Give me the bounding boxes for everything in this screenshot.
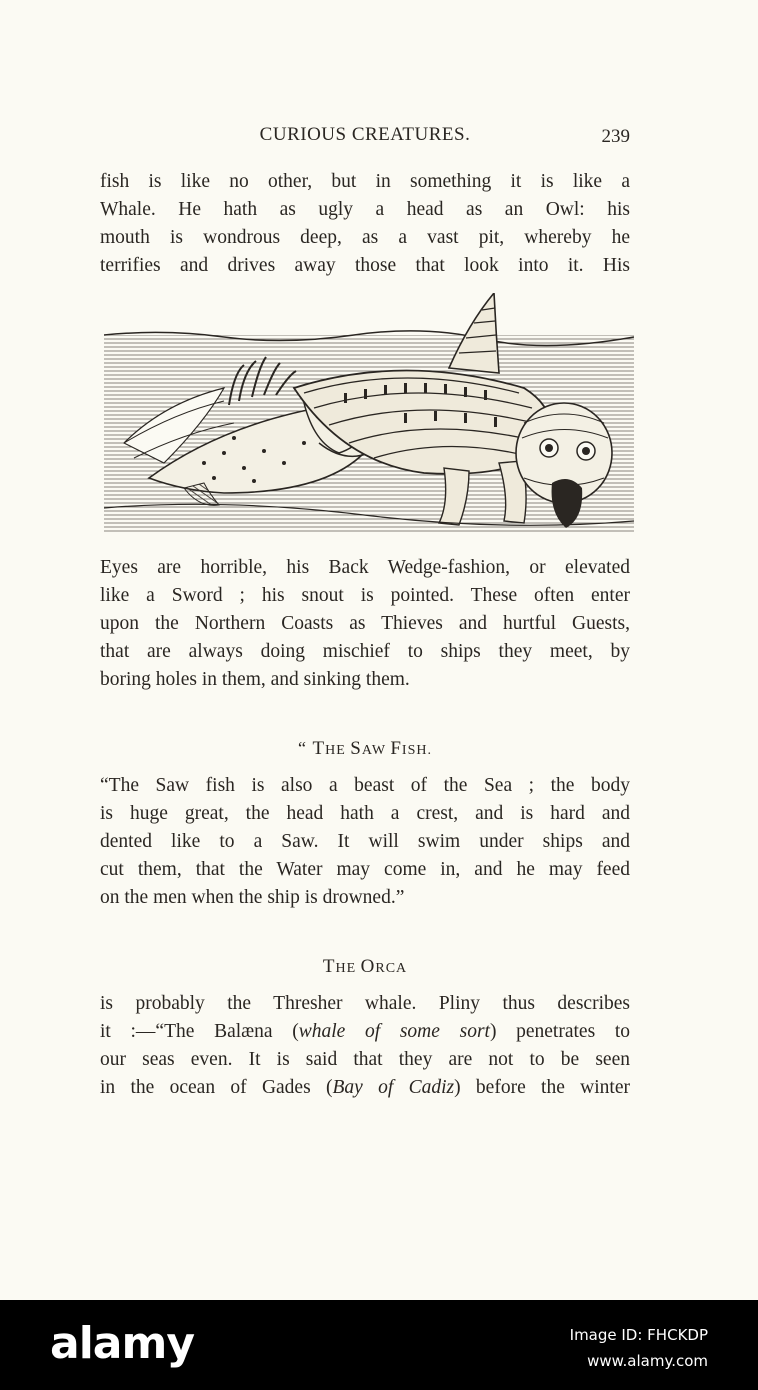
text-line: is probably the Thresher whale. Pliny thus describes — [100, 993, 630, 1014]
text-line: like a Sword ; his snout is pointed. These often enter — [100, 585, 630, 606]
text-line: cut them, that the Water may come in, and he may feed — [100, 859, 630, 880]
page-number: 239 — [601, 126, 630, 147]
text-line: upon the Northern Coasts as Thieves and hurtful Guests, — [100, 613, 630, 634]
text-line: Eyes are horrible, his Back Wedge-fashion, or elevated — [100, 557, 630, 578]
running-head: CURIOUS CREATURES. — [259, 124, 471, 145]
text-line: terrifies and drives away those that look into it. His — [100, 255, 630, 276]
text-line: Whale. He hath as ugly a head as an Owl: his — [100, 199, 630, 220]
paragraph-2 — [100, 554, 630, 694]
site-url: www.alamy.com — [587, 1352, 708, 1370]
text-line: on the men when the ship is drowned.” — [100, 887, 405, 908]
paragraph-1 — [100, 168, 630, 280]
text-line: “The Saw fish is also a beast of the Sea ; the body — [100, 775, 630, 796]
text-line: mouth is wondrous deep, as a vast pit, whereby he — [100, 227, 630, 248]
text-line: is huge great, the head hath a crest, and is hard and — [100, 803, 630, 824]
text-line: dented like to a Saw. It will swim under ships and — [100, 831, 630, 852]
text-line: it :—“The Balæna (whale of some sort) penetrates to — [100, 1021, 631, 1042]
section-heading-saw-fish: “ THE SAW FISH. — [298, 738, 432, 759]
paragraph-3 — [100, 772, 630, 912]
paragraph-4 — [100, 990, 630, 1102]
page-header — [100, 124, 630, 150]
text-line: our seas even. It is said that they are not to be seen — [100, 1049, 630, 1070]
text-line: boring holes in them, and sinking them. — [100, 669, 410, 690]
text-line: fish is like no other, but in something it is like a — [100, 171, 630, 192]
sea-monster-woodcut — [104, 293, 634, 538]
alamy-logo: alamy — [50, 1318, 194, 1369]
section-heading-orca: THE ORCA — [322, 956, 408, 977]
text-line: in the ocean of Gades (Bay of Cadiz) before the winter — [100, 1077, 630, 1098]
image-id: Image ID: FHCKDP — [569, 1326, 708, 1344]
image-id-block — [570, 1322, 708, 1374]
text-line: that are always doing mischief to ships they meet, by — [100, 641, 630, 662]
